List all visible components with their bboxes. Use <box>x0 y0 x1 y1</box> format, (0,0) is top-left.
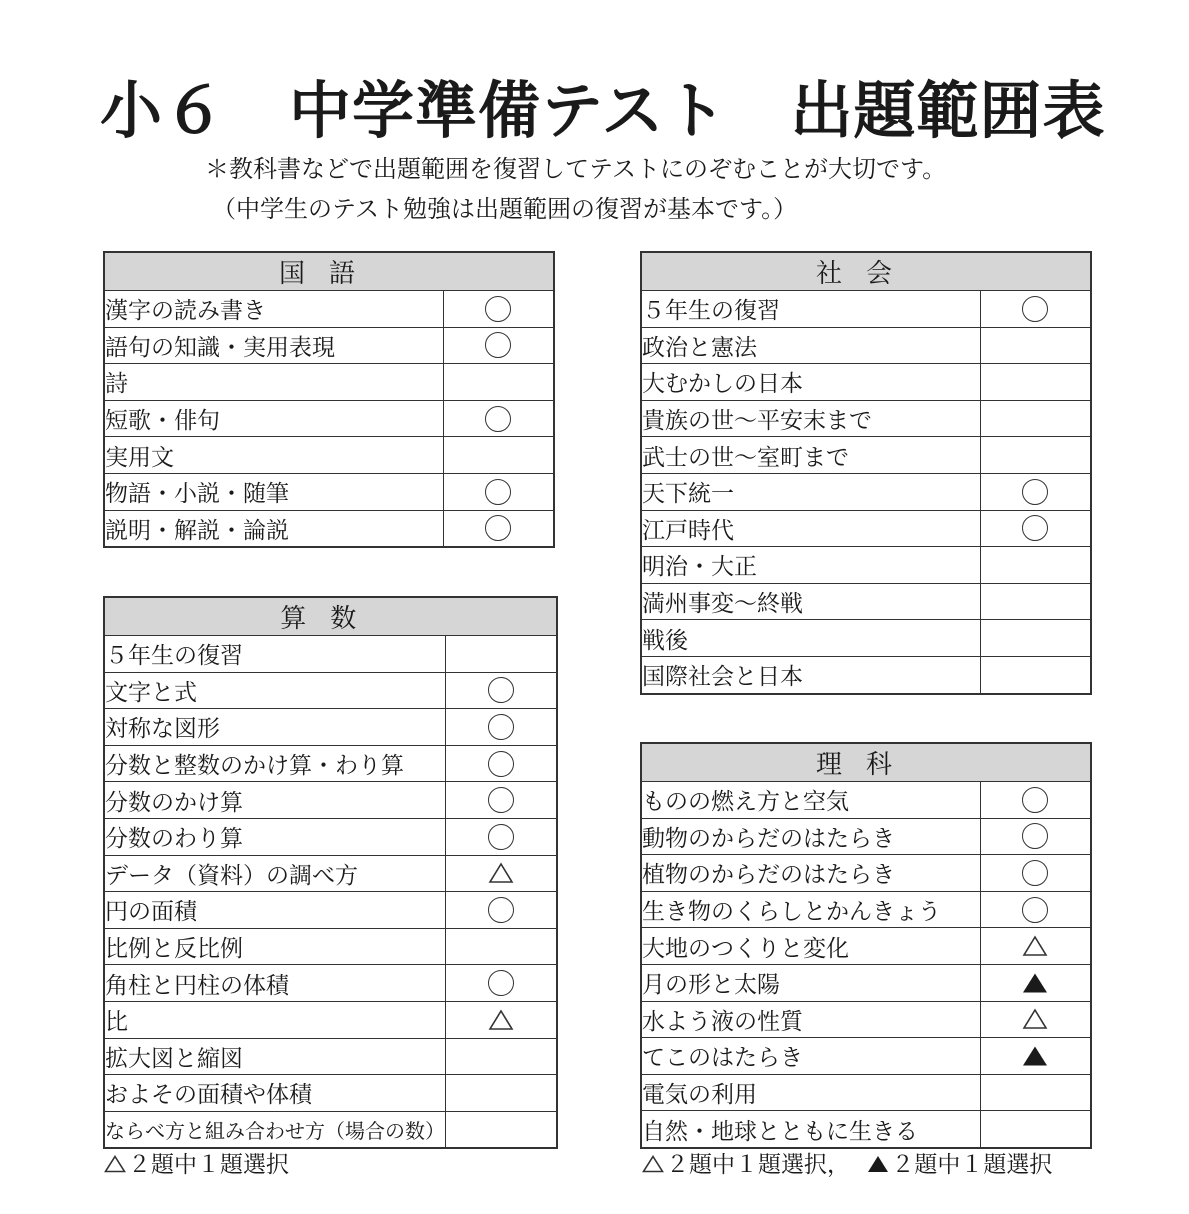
mark-cell <box>446 745 557 782</box>
mark-cell <box>446 782 557 819</box>
circle-icon <box>1022 860 1048 886</box>
mark-cell <box>443 510 554 547</box>
topic-cell: データ（資料）の調べ方 <box>104 855 446 892</box>
table-header-shakai: 社会 <box>641 252 1091 291</box>
mark-cell <box>980 891 1091 928</box>
topic-cell: およその面積や体積 <box>104 1075 446 1112</box>
legend-note-sansu <box>104 1150 289 1180</box>
circle-icon <box>485 479 511 505</box>
table-row <box>641 855 1091 892</box>
table-row <box>641 818 1091 855</box>
circle-icon <box>1022 296 1048 322</box>
topic-cell: 角柱と円柱の体積 <box>104 965 446 1002</box>
topic-cell: 分数のかけ算 <box>104 782 446 819</box>
table-row <box>104 473 554 510</box>
mark-cell <box>980 547 1091 584</box>
mark-cell <box>980 510 1091 547</box>
table-row <box>104 818 557 855</box>
table-row <box>641 364 1091 401</box>
table-row <box>104 364 554 401</box>
table-row <box>641 291 1091 328</box>
table-row <box>641 1111 1091 1148</box>
circle-icon <box>1022 787 1048 813</box>
table-row <box>104 1111 557 1148</box>
circle-icon <box>1022 897 1048 923</box>
mark-cell <box>446 709 557 746</box>
mark-cell <box>446 928 557 965</box>
topic-cell: 漢字の読み書き <box>104 291 443 328</box>
mark-cell <box>980 583 1091 620</box>
mark-cell <box>446 855 557 892</box>
topic-cell: 武士の世～室町まで <box>641 437 980 474</box>
table-header-kokugo: 国語 <box>104 252 554 291</box>
topic-cell: 満州事変～終戦 <box>641 583 980 620</box>
circle-icon <box>1022 515 1048 541</box>
topic-cell: 円の面積 <box>104 892 446 929</box>
mark-cell <box>980 1038 1091 1075</box>
topic-cell: 対称な図形 <box>104 709 446 746</box>
circle-icon <box>485 406 511 432</box>
subtitle-advice: ＊教科書などで出題範囲を復習してテストにのぞむことが大切です。 <box>205 155 947 183</box>
table-row <box>104 327 554 364</box>
mark-cell <box>980 364 1091 401</box>
table-row <box>104 1001 557 1038</box>
mark-cell <box>443 473 554 510</box>
triangle-open-icon <box>1022 1008 1048 1030</box>
mark-cell <box>443 400 554 437</box>
topic-cell: ５年生の復習 <box>641 291 980 328</box>
mark-cell <box>980 327 1091 364</box>
mark-cell <box>980 291 1091 328</box>
table-row <box>104 782 557 819</box>
mark-cell <box>980 473 1091 510</box>
table-row <box>641 928 1091 965</box>
mark-cell <box>980 1074 1091 1111</box>
circle-icon <box>488 714 514 740</box>
topic-cell: 説明・解説・論説 <box>104 510 443 547</box>
topic-cell: ものの燃え方と空気 <box>641 782 980 819</box>
table-row <box>641 547 1091 584</box>
table-row <box>104 400 554 437</box>
mark-cell <box>980 964 1091 1001</box>
table-row <box>641 437 1091 474</box>
topic-cell: 電気の利用 <box>641 1074 980 1111</box>
topic-cell: 動物のからだのはたらき <box>641 818 980 855</box>
mark-cell <box>443 437 554 474</box>
mark-cell <box>443 364 554 401</box>
mark-cell <box>443 291 554 328</box>
topic-cell: 大むかしの日本 <box>641 364 980 401</box>
circle-icon <box>488 970 514 996</box>
triangle-filled-icon <box>1022 972 1048 994</box>
table-row <box>641 964 1091 1001</box>
table-row <box>104 291 554 328</box>
topic-cell: 生き物のくらしとかんきょう <box>641 891 980 928</box>
mark-cell <box>980 620 1091 657</box>
mark-cell <box>980 400 1091 437</box>
circle-icon <box>485 515 511 541</box>
mark-cell <box>446 1001 557 1038</box>
triangle-open-icon <box>1022 935 1048 957</box>
table-row <box>104 672 557 709</box>
topic-cell: 語句の知識・実用表現 <box>104 327 443 364</box>
mark-cell <box>980 1111 1091 1148</box>
mark-cell <box>446 672 557 709</box>
table-row <box>641 891 1091 928</box>
mark-cell <box>980 818 1091 855</box>
table-row <box>104 892 557 929</box>
mark-cell <box>446 1075 557 1112</box>
table-row <box>641 327 1091 364</box>
mark-cell <box>980 928 1091 965</box>
triangle-filled-icon <box>1022 1045 1048 1067</box>
topic-cell: 比例と反比例 <box>104 928 446 965</box>
topic-cell: 実用文 <box>104 437 443 474</box>
mark-cell <box>980 855 1091 892</box>
topic-cell: てこのはたらき <box>641 1038 980 1075</box>
circle-icon <box>488 897 514 923</box>
topic-cell: 物語・小説・随筆 <box>104 473 443 510</box>
table-row <box>104 745 557 782</box>
table-row <box>104 437 554 474</box>
triangle-open-icon <box>642 1151 664 1169</box>
table-row <box>641 1038 1091 1075</box>
mark-cell <box>980 782 1091 819</box>
table-row <box>104 928 557 965</box>
table-kokugo <box>103 251 555 548</box>
table-shakai <box>640 251 1092 695</box>
mark-cell <box>446 965 557 1002</box>
topic-cell: 政治と憲法 <box>641 327 980 364</box>
table-row <box>104 1075 557 1112</box>
legend-note-text: ２題中１題選択， <box>666 1152 850 1178</box>
circle-icon <box>485 332 511 358</box>
mark-cell <box>446 1038 557 1075</box>
mark-cell <box>446 892 557 929</box>
subtitle-note: （中学生のテスト勉強は出題範囲の復習が基本です。） <box>212 195 798 223</box>
mark-cell <box>980 656 1091 693</box>
legend-note-text: ２題中１題選択 <box>128 1152 289 1178</box>
table-row <box>104 709 557 746</box>
topic-cell: 江戸時代 <box>641 510 980 547</box>
table-row <box>641 583 1091 620</box>
page-title: 小６ 中学準備テスト 出題範囲表 <box>100 74 1106 147</box>
topic-cell: 大地のつくりと変化 <box>641 928 980 965</box>
table-row <box>641 782 1091 819</box>
table-row <box>104 510 554 547</box>
circle-icon <box>488 824 514 850</box>
mark-cell <box>446 818 557 855</box>
topic-cell: ならべ方と組み合わせ方（場合の数） <box>104 1111 446 1148</box>
topic-cell: 拡大図と縮図 <box>104 1038 446 1075</box>
table-row <box>641 656 1091 693</box>
topic-cell: 貴族の世～平安末まで <box>641 400 980 437</box>
topic-cell: 水よう液の性質 <box>641 1001 980 1038</box>
topic-cell: 戦後 <box>641 620 980 657</box>
topic-cell: 月の形と太陽 <box>641 964 980 1001</box>
table-row <box>104 855 557 892</box>
triangle-open-icon <box>488 1009 514 1031</box>
circle-icon <box>488 751 514 777</box>
circle-icon <box>488 677 514 703</box>
table-row <box>641 620 1091 657</box>
triangle-open-icon <box>104 1151 126 1169</box>
mark-cell <box>980 437 1091 474</box>
topic-cell: 国際社会と日本 <box>641 656 980 693</box>
mark-cell <box>443 327 554 364</box>
topic-cell: 自然・地球とともに生きる <box>641 1111 980 1148</box>
topic-cell: 詩 <box>104 364 443 401</box>
topic-cell: 明治・大正 <box>641 547 980 584</box>
table-rika <box>640 742 1092 1149</box>
triangle-filled-icon <box>867 1151 889 1169</box>
topic-cell: 分数と整数のかけ算・わり算 <box>104 745 446 782</box>
table-row <box>641 1001 1091 1038</box>
table-row <box>641 1074 1091 1111</box>
table-header-rika: 理科 <box>641 743 1091 782</box>
legend-note-rika <box>642 1150 1052 1180</box>
topic-cell: 天下統一 <box>641 473 980 510</box>
topic-cell: ５年生の復習 <box>104 636 446 673</box>
topic-cell: 文字と式 <box>104 672 446 709</box>
table-row <box>104 636 557 673</box>
triangle-open-icon <box>488 862 514 884</box>
table-row <box>641 400 1091 437</box>
circle-icon <box>1022 479 1048 505</box>
legend-note-text: ２題中１題選択 <box>891 1152 1053 1178</box>
mark-cell <box>446 1111 557 1148</box>
table-row <box>641 473 1091 510</box>
table-row <box>104 965 557 1002</box>
mark-cell <box>446 636 557 673</box>
table-header-sansu: 算数 <box>104 597 557 636</box>
table-row <box>104 1038 557 1075</box>
circle-icon <box>1022 823 1048 849</box>
circle-icon <box>485 296 511 322</box>
topic-cell: 比 <box>104 1001 446 1038</box>
topic-cell: 分数のわり算 <box>104 818 446 855</box>
circle-icon <box>488 787 514 813</box>
table-row <box>641 510 1091 547</box>
topic-cell: 短歌・俳句 <box>104 400 443 437</box>
table-sansu <box>103 596 558 1149</box>
mark-cell <box>980 1001 1091 1038</box>
topic-cell: 植物のからだのはたらき <box>641 855 980 892</box>
